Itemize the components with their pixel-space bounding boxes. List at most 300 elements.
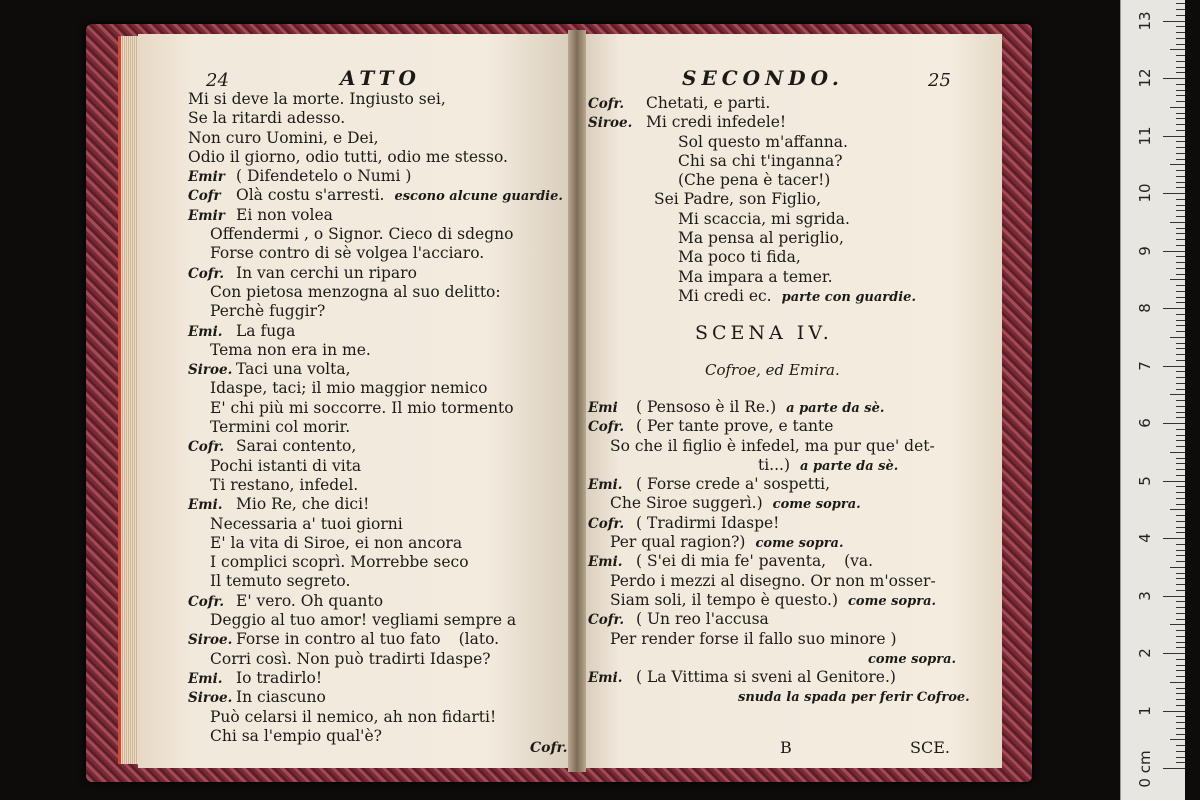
verse-text: Può celarsi il nemico, ah non fidarti! (210, 707, 497, 726)
ruler-tick (1176, 55, 1185, 56)
ruler-tick (1176, 630, 1185, 631)
text-line (588, 533, 970, 552)
ruler-number: 1 (1136, 705, 1154, 716)
verse-text: Chi sa l'empio qual'è? (210, 726, 382, 745)
ruler-tick (1176, 101, 1185, 102)
speaker-label: Cofr. (588, 96, 625, 112)
text-line (188, 206, 563, 225)
text-line (588, 494, 970, 513)
verse-text: Necessaria a' tuoi giorni (210, 514, 403, 533)
ruler-tick (1176, 406, 1185, 407)
verse-text: Odio il giorno, odio tutti, odio me stesso. (188, 147, 508, 166)
verse-text: Siam soli, il tempo è questo.) (610, 590, 839, 609)
ruler-tick (1176, 659, 1185, 660)
ruler-tick (1163, 251, 1185, 252)
ruler-tick (1170, 567, 1185, 568)
verse-text: ( Forse crede a' sospetti, (636, 475, 831, 494)
speaker-label: Emi. (588, 554, 623, 571)
ruler-number: 10 (1136, 183, 1154, 203)
text-line (188, 669, 563, 688)
text-line (188, 572, 563, 591)
text-line (188, 708, 563, 727)
ruler-tick (1176, 9, 1185, 10)
verse-text: ( S'ei di mia fe' paventa, (636, 552, 827, 571)
ruler-tick (1163, 538, 1185, 539)
text-line (588, 152, 916, 171)
ruler-tick (1176, 268, 1185, 269)
ruler-tick (1176, 475, 1185, 476)
stage-direction: come sopra. (755, 536, 844, 552)
ruler-tick (1176, 262, 1185, 263)
text-line (188, 129, 563, 148)
speaker-label: Emi. (588, 670, 623, 687)
verse-text: Sarai contento, (236, 437, 357, 456)
ruler-tick (1176, 527, 1185, 528)
right-page-dialogue (588, 398, 970, 707)
verse-text: Offendermi , o Signor. Cieco di sdegno (210, 225, 514, 244)
ruler-tick (1163, 768, 1185, 769)
ruler-tick (1176, 113, 1185, 114)
text-line (588, 248, 916, 267)
ruler-tick (1176, 458, 1185, 459)
ruler-tick (1176, 647, 1185, 648)
ruler-tick (1176, 32, 1185, 33)
ruler-tick (1170, 624, 1185, 625)
ruler-tick (1176, 722, 1185, 723)
text-line (188, 418, 563, 437)
ruler-tick (1176, 256, 1185, 257)
verse-text: E' la vita di Siroe, ei non ancora (210, 533, 463, 552)
ruler-tick (1176, 613, 1185, 614)
speaker-label: Emi (588, 400, 618, 416)
ruler-tick (1163, 21, 1185, 22)
verse-text: Mi credi ec. (678, 286, 772, 305)
ruler-tick (1176, 590, 1185, 591)
ruler-tick (1170, 164, 1185, 165)
ruler-tick (1176, 734, 1185, 735)
ruler-tick (1163, 193, 1185, 194)
text-line (188, 630, 563, 649)
ruler-tick (1170, 739, 1185, 740)
verse-text: Idaspe, taci; il mio maggior nemico (210, 379, 488, 398)
verse-text: So che il figlio è infedel, ma pur que' det- (610, 436, 935, 455)
text-line (188, 457, 563, 476)
text-line (188, 225, 563, 244)
text-line (188, 534, 563, 553)
ruler-tick (1176, 67, 1185, 68)
ruler-tick (1176, 504, 1185, 505)
ruler-tick (1176, 463, 1185, 464)
ruler-number: 13 (1136, 10, 1154, 31)
text-line (588, 417, 970, 436)
left-page-number: 24 (206, 70, 229, 91)
ruler-tick (1163, 423, 1185, 424)
speaker-label: Cofr. (188, 265, 225, 282)
ruler-tick (1176, 532, 1185, 533)
ruler-tick (1176, 757, 1185, 758)
text-line (588, 630, 970, 649)
ruler-tick (1176, 751, 1185, 752)
stage-direction: come sopra. (868, 651, 957, 667)
text-line (188, 264, 563, 283)
ruler-tick (1176, 199, 1185, 200)
ruler-tick (1176, 153, 1185, 154)
text-line (588, 687, 970, 706)
ruler-tick (1170, 279, 1185, 280)
ruler-tick (1176, 44, 1185, 45)
ruler-tick (1176, 38, 1185, 39)
text-line (588, 190, 916, 209)
ruler-tick (1176, 216, 1185, 217)
ruler-number: 12 (1136, 68, 1154, 88)
ruler-tick (1176, 693, 1185, 694)
verse-text: Chetati, e parti. (646, 94, 771, 112)
text-line (188, 322, 563, 341)
verse-text: Mio Re, che dici! (236, 495, 370, 514)
verse-text: I complici scoprì. Morrebbe seco (210, 553, 469, 572)
text-line (588, 591, 970, 610)
ruler-tick (1176, 486, 1185, 487)
ruler-tick (1176, 665, 1185, 666)
text-line (588, 456, 970, 475)
verse-text: Ma pensa al periglio, (678, 229, 844, 248)
verse-text: ( Un reo l'accusa (636, 610, 769, 629)
ruler-tick (1163, 481, 1185, 482)
ruler-number: 3 (1136, 590, 1154, 601)
ruler-tick (1176, 469, 1185, 470)
text-line (588, 437, 970, 456)
ruler-tick (1176, 360, 1185, 361)
verse-text: Sol questo m'affanna. (678, 132, 848, 151)
stage-direction: come sopra. (848, 593, 937, 609)
verse-text: ( Pensoso è il Re.) (636, 398, 777, 416)
speaker-label: Siroe. (188, 362, 233, 379)
ruler-tick (1176, 170, 1185, 171)
text-line (188, 476, 563, 495)
text-line (188, 727, 563, 746)
ruler-tick (1176, 446, 1185, 447)
ruler-tick (1176, 573, 1185, 574)
text-line (588, 572, 970, 591)
verse-text: Mi si deve la morte. Ingiusto sei, (188, 90, 446, 108)
ruler-tick (1176, 705, 1185, 706)
ruler-tick (1170, 107, 1185, 108)
text-line (188, 90, 563, 109)
ruler-tick (1176, 84, 1185, 85)
verse-text: Forse in contro al tuo fato (236, 630, 441, 649)
ruler-unit-label: 0 cm (1136, 750, 1154, 788)
ruler-number: 7 (1136, 360, 1154, 371)
ruler-tick (1176, 95, 1185, 96)
verse-text: ( Per tante prove, e tante (636, 417, 834, 436)
verse-text: Perchè fuggir? (210, 302, 326, 321)
ruler-tick (1176, 291, 1185, 292)
ruler-tick (1176, 182, 1185, 183)
stage-direction: snuda la spada per ferir Cofroe. (738, 690, 970, 706)
ruler-tick (1176, 417, 1185, 418)
ruler-tick (1176, 584, 1185, 585)
text-line (588, 229, 916, 248)
verse-text: Ei non volea (236, 205, 333, 224)
text-line (188, 611, 563, 630)
ruler-tick (1170, 49, 1185, 50)
text-line (588, 398, 970, 417)
stage-direction: (lato. (458, 630, 500, 649)
stage-direction: come sopra. (772, 497, 861, 513)
ruler-tick (1176, 205, 1185, 206)
ruler-tick (1176, 354, 1185, 355)
right-page-aria (588, 94, 916, 306)
ruler-tick (1176, 670, 1185, 671)
text-line (588, 133, 916, 152)
ruler-tick (1170, 682, 1185, 683)
text-line (588, 552, 970, 571)
verse-text: La fuga (236, 321, 296, 340)
ruler-tick (1176, 400, 1185, 401)
ruler-tick (1176, 228, 1185, 229)
ruler-tick (1163, 653, 1185, 654)
verse-text: Con pietosa menzogna al suo delitto: (210, 282, 501, 301)
ruler-tick (1163, 136, 1185, 137)
right-catchword: SCE. (910, 738, 950, 757)
text-line (188, 360, 563, 379)
ruler-tick (1176, 578, 1185, 579)
speaker-label: Siroe. (188, 690, 233, 707)
verse-text: Corri così. Non può tradirti Idaspe? (210, 649, 491, 668)
ruler-tick (1176, 61, 1185, 62)
measurement-ruler (1120, 0, 1185, 800)
verse-text: E' vero. Oh quanto (236, 591, 384, 610)
text-line (188, 148, 563, 167)
verse-text: Ma impara a temer. (678, 267, 833, 286)
verse-text: Taci una volta, (236, 360, 351, 379)
ruler-tick (1176, 187, 1185, 188)
text-line (188, 341, 563, 360)
right-page-number: 25 (928, 70, 951, 91)
ruler-tick (1176, 348, 1185, 349)
right-page-header: SECONDO. (682, 66, 844, 90)
text-line (188, 650, 563, 669)
verse-text: Per qual ragion?) (610, 533, 746, 552)
text-line (188, 283, 563, 302)
text-line (588, 94, 916, 113)
ruler-tick (1176, 90, 1185, 91)
ruler-tick (1176, 688, 1185, 689)
text-line (188, 437, 563, 456)
ruler-tick (1176, 515, 1185, 516)
verse-text: Forse contro di sè volgea l'acciaro. (210, 244, 485, 263)
text-line (188, 399, 563, 418)
ruler-tick (1176, 601, 1185, 602)
text-line (188, 167, 563, 186)
verse-text: E' chi più mi soccorre. Il mio tormento (210, 398, 514, 417)
verse-text: Tema non era in me. (210, 340, 371, 359)
stage-direction: parte con guardie. (781, 289, 916, 305)
text-line (188, 302, 563, 321)
ruler-tick (1176, 550, 1185, 551)
verse-text: Per render forse il fallo suo minore ) (610, 629, 897, 648)
ruler-tick (1176, 274, 1185, 275)
ruler-tick (1176, 636, 1185, 637)
text-line (188, 379, 563, 398)
verse-text: Termini col morir. (210, 418, 351, 437)
ruler-tick (1176, 699, 1185, 700)
ruler-tick (1176, 325, 1185, 326)
ruler-tick (1176, 429, 1185, 430)
ruler-tick (1176, 412, 1185, 413)
speaker-label: Cofr. (588, 419, 625, 436)
ruler-tick (1176, 233, 1185, 234)
text-line (588, 287, 916, 306)
ruler-tick (1176, 555, 1185, 556)
speaker-label: Emir (188, 169, 225, 186)
ruler-tick (1176, 762, 1185, 763)
ruler-tick (1176, 176, 1185, 177)
text-line (188, 495, 563, 514)
ruler-tick (1176, 285, 1185, 286)
ruler-tick (1176, 642, 1185, 643)
ruler-tick (1176, 302, 1185, 303)
text-line (188, 186, 563, 205)
ruler-tick (1176, 239, 1185, 240)
ruler-tick (1176, 72, 1185, 73)
ruler-number: 11 (1136, 125, 1154, 146)
speaker-label: Emi. (588, 477, 623, 494)
speaker-label: Siroe. (588, 115, 633, 132)
verse-text: Perdo i mezzi al disegno. Or non m'osser- (610, 571, 936, 590)
ruler-tick (1176, 245, 1185, 246)
ruler-tick (1163, 596, 1185, 597)
verse-text: In ciascuno (236, 688, 326, 707)
text-line (188, 688, 563, 707)
ruler-tick (1176, 314, 1185, 315)
speaker-label: Cofr. (188, 439, 225, 456)
text-line (588, 668, 970, 687)
ruler-tick (1176, 544, 1185, 545)
verse-text: ti...) (758, 455, 791, 474)
ruler-tick (1170, 337, 1185, 338)
scene-persons: Cofroe, ed Emira. (705, 361, 840, 379)
speaker-label: Cofr (188, 188, 221, 205)
speaker-label: Emi. (188, 497, 223, 514)
text-line (588, 475, 970, 494)
ruler-number: 8 (1136, 303, 1154, 313)
ruler-tick (1176, 435, 1185, 436)
text-line (588, 514, 970, 533)
stage-direction: a parte da sè. (786, 401, 885, 416)
ruler-tick (1163, 78, 1185, 79)
verse-text: Se la ritardi adesso. (188, 109, 346, 128)
text-line (588, 113, 916, 132)
verse-text: Olà costu s'arresti. (236, 186, 385, 205)
verse-text: Pochi istanti di vita (210, 456, 362, 475)
speaker-label: Emi. (188, 670, 223, 687)
speaker-label: Cofr. (588, 515, 625, 532)
ruler-number: 2 (1136, 648, 1154, 658)
ruler-tick (1176, 141, 1185, 142)
ruler-tick (1176, 745, 1185, 746)
book-gutter (568, 30, 586, 772)
ruler-tick (1163, 711, 1185, 712)
ruler-tick (1176, 124, 1185, 125)
ruler-tick (1176, 377, 1185, 378)
verse-text: ( Difendetelo o Numi ) (236, 167, 412, 186)
verse-text: Chi sa chi t'inganna? (678, 151, 843, 170)
verse-text: Io tradirlo! (236, 668, 323, 687)
ruler-tick (1163, 308, 1185, 309)
verse-text (588, 687, 728, 705)
ruler-number: 4 (1136, 533, 1154, 543)
ruler-tick (1163, 366, 1185, 367)
ruler-tick (1170, 222, 1185, 223)
verse-text: In van cerchi un riparo (236, 263, 417, 282)
speaker-label: Emir (188, 207, 225, 224)
signature-mark: B (780, 738, 792, 757)
ruler-tick (1176, 561, 1185, 562)
verse-text: ( Tradirmi Idaspe! (636, 513, 780, 532)
ruler-tick (1176, 297, 1185, 298)
speaker-label: Emi. (188, 323, 223, 340)
ruler-tick (1176, 147, 1185, 148)
verse-text: Che Siroe suggerì.) (610, 494, 763, 513)
ruler-tick (1170, 394, 1185, 395)
verse-text (588, 649, 858, 667)
verse-text: Ma poco ti fida, (678, 248, 801, 267)
ruler-tick (1176, 343, 1185, 344)
verse-text: Sei Padre, son Figlio, (654, 190, 822, 209)
ruler-tick (1176, 210, 1185, 211)
ruler-tick (1176, 728, 1185, 729)
text-line (188, 244, 563, 263)
ruler-tick (1176, 3, 1185, 4)
ruler-tick (1176, 498, 1185, 499)
ruler-tick (1176, 320, 1185, 321)
verse-text: Mi credi infedele! (646, 113, 787, 132)
left-catchword: Cofr. (530, 740, 568, 756)
ruler-tick (1176, 607, 1185, 608)
ruler-number: 9 (1136, 245, 1154, 256)
text-line (588, 610, 970, 629)
ruler-tick (1170, 509, 1185, 510)
text-line (588, 171, 916, 190)
text-line (588, 210, 916, 229)
text-line (188, 553, 563, 572)
left-page-text (188, 90, 563, 746)
speaker-label: Siroe. (188, 632, 233, 649)
text-line (188, 109, 563, 128)
ruler-tick (1176, 492, 1185, 493)
verse-text: Mi scaccia, mi sgrida. (678, 209, 850, 228)
ruler-tick (1176, 521, 1185, 522)
verse-text: Il temuto segreto. (210, 572, 351, 591)
speaker-label: Cofr. (188, 593, 225, 610)
ruler-tick (1176, 130, 1185, 131)
verse-text: Non curo Uomini, e Dei, (188, 128, 379, 147)
stage-direction: (va. (844, 552, 874, 571)
ruler-number: 6 (1136, 418, 1154, 428)
ruler-tick (1176, 389, 1185, 390)
scene-title: SCENA IV. (695, 322, 833, 344)
text-line (588, 268, 916, 287)
stage-direction: escono alcune guardie. (394, 189, 563, 205)
ruler-tick (1176, 716, 1185, 717)
verse-text: Ti restano, infedel. (210, 475, 359, 494)
text-line (188, 515, 563, 534)
verse-text: (Che pena è tacer!) (678, 171, 831, 190)
ruler-tick (1176, 159, 1185, 160)
ruler-tick (1176, 15, 1185, 16)
ruler-tick (1176, 371, 1185, 372)
